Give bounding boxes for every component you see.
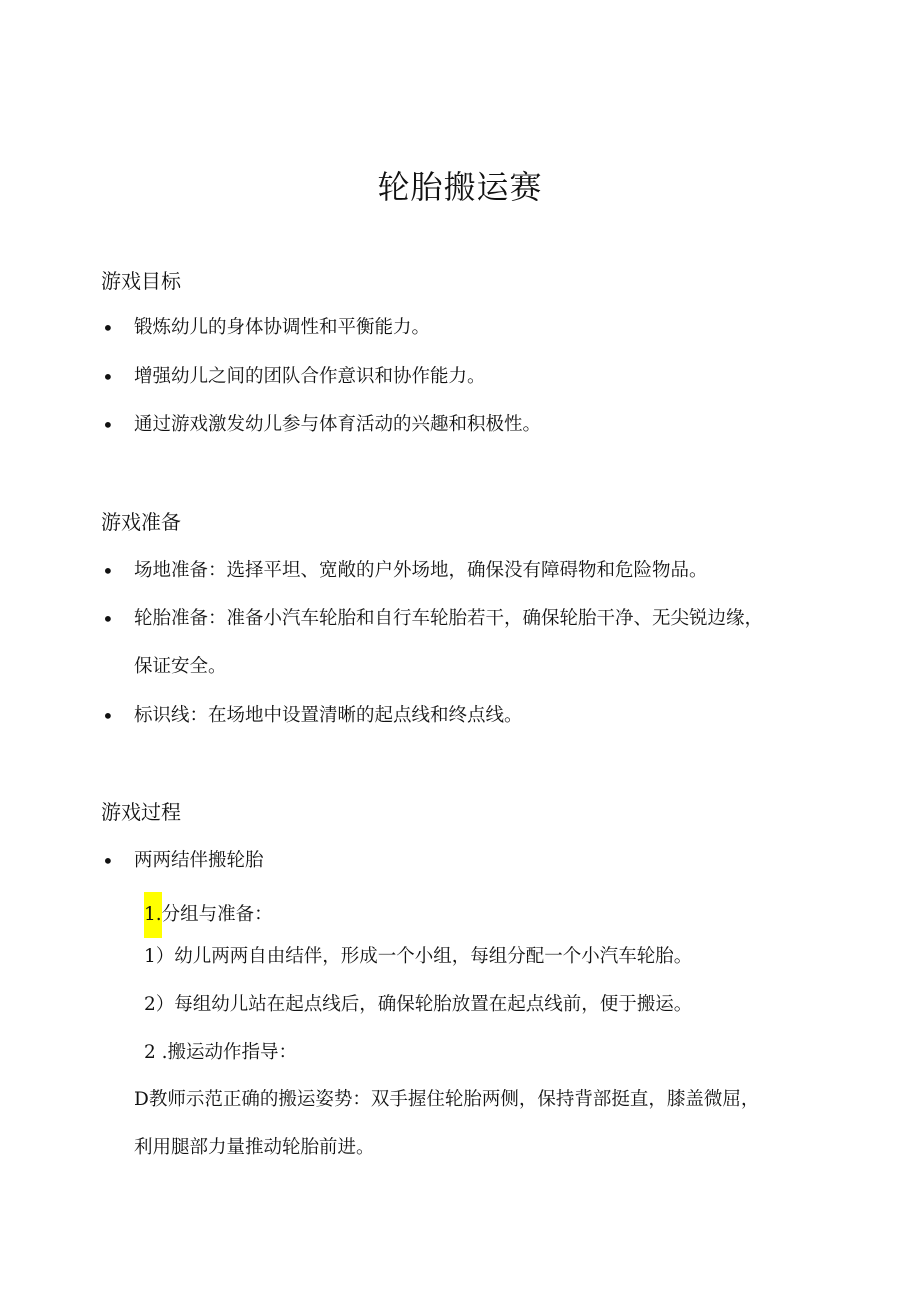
goal-item: 增强幼儿之间的团队合作意识和协作能力。 (134, 366, 486, 387)
section-heading-prep: 游戏准备 (101, 510, 181, 534)
prep-item: 轮胎准备：准备小汽车轮胎和自行车轮胎若干，确保轮胎干净、无尖锐边缘， (134, 608, 764, 629)
step-1-text: 分组与准备： (161, 904, 273, 925)
goal-item: 通过游戏激发幼儿参与体育活动的兴趣和积极性。 (134, 414, 542, 435)
bullet-icon: • (102, 559, 114, 583)
prep-item: 标识线：在场地中设置清晰的起点线和终点线。 (134, 705, 523, 726)
step-1-heading (144, 892, 273, 938)
prep-item: 场地准备：选择平坦、宽敞的户外场地，确保没有障碍物和危险物品。 (134, 560, 708, 581)
process-bullet: 两两结伴搬轮胎 (134, 850, 264, 871)
goal-item: 锻炼幼儿的身体协调性和平衡能力。 (134, 317, 431, 338)
section-heading-goals: 游戏目标 (101, 269, 181, 293)
step-1-sub-a: 1）幼儿两两自由结伴，形成一个小组，每组分配一个小汽车轮胎。 (144, 946, 693, 967)
step-1-sub-b: 2）每组幼儿站在起点线后，确保轮胎放置在起点线前，便于搬运。 (144, 994, 693, 1015)
bullet-icon: • (102, 849, 114, 873)
bullet-icon: • (102, 413, 114, 437)
prep-item-continuation: 保证安全。 (134, 656, 227, 677)
step-2-detail: D教师示范正确的搬运姿势：双手握住轮胎两侧，保持背部挺直，膝盖微屈， (134, 1089, 760, 1110)
section-heading-process: 游戏过程 (101, 800, 181, 824)
step-2-heading: 2 .搬运动作指导： (144, 1042, 298, 1063)
document-title: 轮胎搬运赛 (377, 168, 543, 206)
bullet-icon: • (102, 607, 114, 631)
bullet-icon: • (102, 316, 114, 340)
highlighted-step-number: 1. (144, 892, 162, 938)
bullet-icon: • (102, 365, 114, 389)
step-2-detail-continuation: 利用腿部力量推动轮胎前进。 (134, 1137, 375, 1158)
bullet-icon: • (102, 704, 114, 728)
